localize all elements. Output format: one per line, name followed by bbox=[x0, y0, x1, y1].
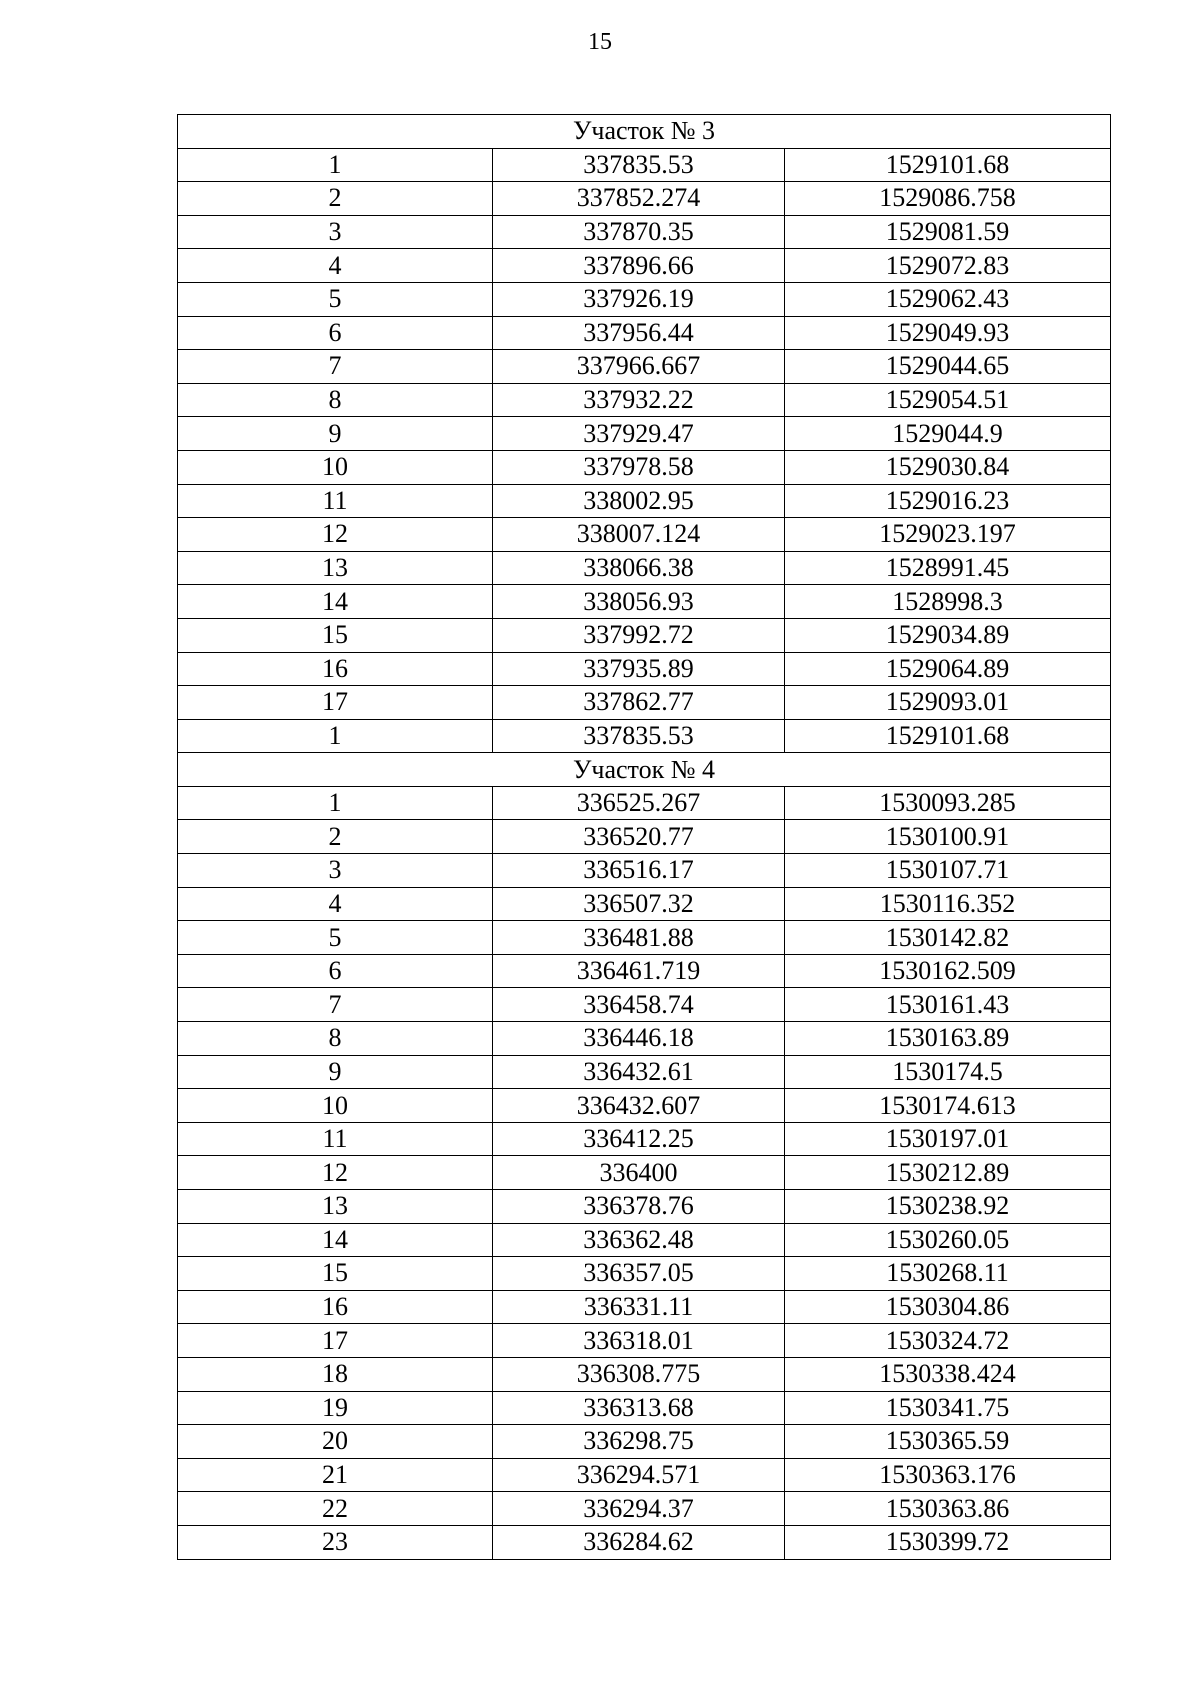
x-coordinate-cell: 337852.274 bbox=[493, 182, 785, 216]
table-row bbox=[178, 921, 1111, 955]
point-number-cell: 3 bbox=[178, 854, 493, 888]
y-coordinate-cell: 1529049.93 bbox=[785, 316, 1111, 350]
table-row bbox=[178, 719, 1111, 753]
x-coordinate-cell: 337929.47 bbox=[493, 417, 785, 451]
y-coordinate-cell: 1530161.43 bbox=[785, 988, 1111, 1022]
y-coordinate-cell: 1528991.45 bbox=[785, 551, 1111, 585]
table-row bbox=[178, 1190, 1111, 1224]
point-number-cell: 18 bbox=[178, 1357, 493, 1391]
y-coordinate-cell: 1530163.89 bbox=[785, 1022, 1111, 1056]
table-row bbox=[178, 450, 1111, 484]
table-row bbox=[178, 1425, 1111, 1459]
y-coordinate-cell: 1530399.72 bbox=[785, 1525, 1111, 1559]
x-coordinate-cell: 338066.38 bbox=[493, 551, 785, 585]
x-coordinate-cell: 337896.66 bbox=[493, 249, 785, 283]
table-row bbox=[178, 1458, 1111, 1492]
y-coordinate-cell: 1529044.65 bbox=[785, 350, 1111, 384]
table-row bbox=[178, 1324, 1111, 1358]
y-coordinate-cell: 1529086.758 bbox=[785, 182, 1111, 216]
x-coordinate-cell: 337992.72 bbox=[493, 618, 785, 652]
table-row bbox=[178, 518, 1111, 552]
y-coordinate-cell: 1530174.5 bbox=[785, 1055, 1111, 1089]
point-number-cell: 16 bbox=[178, 652, 493, 686]
table-row bbox=[178, 417, 1111, 451]
x-coordinate-cell: 336308.775 bbox=[493, 1357, 785, 1391]
table-row bbox=[178, 1391, 1111, 1425]
point-number-cell: 4 bbox=[178, 887, 493, 921]
table-row bbox=[178, 988, 1111, 1022]
y-coordinate-cell: 1530212.89 bbox=[785, 1156, 1111, 1190]
page-number: 15 bbox=[588, 29, 612, 55]
point-number-cell: 8 bbox=[178, 383, 493, 417]
table-row bbox=[178, 954, 1111, 988]
table-row bbox=[178, 350, 1111, 384]
point-number-cell: 8 bbox=[178, 1022, 493, 1056]
point-number-cell: 15 bbox=[178, 1257, 493, 1291]
point-number-cell: 21 bbox=[178, 1458, 493, 1492]
y-coordinate-cell: 1530268.11 bbox=[785, 1257, 1111, 1291]
y-coordinate-cell: 1530363.176 bbox=[785, 1458, 1111, 1492]
y-coordinate-cell: 1529034.89 bbox=[785, 618, 1111, 652]
point-number-cell: 1 bbox=[178, 719, 493, 753]
x-coordinate-cell: 336294.571 bbox=[493, 1458, 785, 1492]
table-row bbox=[178, 618, 1111, 652]
y-coordinate-cell: 1529072.83 bbox=[785, 249, 1111, 283]
table-row bbox=[178, 686, 1111, 720]
y-coordinate-cell: 1530304.86 bbox=[785, 1290, 1111, 1324]
table-row bbox=[178, 1525, 1111, 1559]
point-number-cell: 13 bbox=[178, 1190, 493, 1224]
table-row bbox=[178, 1122, 1111, 1156]
table-row bbox=[178, 585, 1111, 619]
y-coordinate-cell: 1530116.352 bbox=[785, 887, 1111, 921]
x-coordinate-cell: 336520.77 bbox=[493, 820, 785, 854]
table-row bbox=[178, 1089, 1111, 1123]
table-row bbox=[178, 316, 1111, 350]
x-coordinate-cell: 337935.89 bbox=[493, 652, 785, 686]
x-coordinate-cell: 338056.93 bbox=[493, 585, 785, 619]
table-row bbox=[178, 249, 1111, 283]
x-coordinate-cell: 336313.68 bbox=[493, 1391, 785, 1425]
y-coordinate-cell: 1530260.05 bbox=[785, 1223, 1111, 1257]
table-row bbox=[178, 652, 1111, 686]
x-coordinate-cell: 338002.95 bbox=[493, 484, 785, 518]
table-row bbox=[178, 786, 1111, 820]
table-row bbox=[178, 1492, 1111, 1526]
point-number-cell: 5 bbox=[178, 921, 493, 955]
x-coordinate-cell: 336446.18 bbox=[493, 1022, 785, 1056]
x-coordinate-cell: 336412.25 bbox=[493, 1122, 785, 1156]
point-number-cell: 9 bbox=[178, 1055, 493, 1089]
point-number-cell: 1 bbox=[178, 786, 493, 820]
x-coordinate-cell: 336516.17 bbox=[493, 854, 785, 888]
y-coordinate-cell: 1529064.89 bbox=[785, 652, 1111, 686]
coordinates-table bbox=[177, 114, 1111, 1560]
x-coordinate-cell: 336481.88 bbox=[493, 921, 785, 955]
point-number-cell: 19 bbox=[178, 1391, 493, 1425]
table-row bbox=[178, 1257, 1111, 1291]
table-row bbox=[178, 182, 1111, 216]
point-number-cell: 7 bbox=[178, 350, 493, 384]
x-coordinate-cell: 337926.19 bbox=[493, 282, 785, 316]
y-coordinate-cell: 1529054.51 bbox=[785, 383, 1111, 417]
x-coordinate-cell: 336331.11 bbox=[493, 1290, 785, 1324]
point-number-cell: 11 bbox=[178, 484, 493, 518]
point-number-cell: 12 bbox=[178, 518, 493, 552]
y-coordinate-cell: 1530338.424 bbox=[785, 1357, 1111, 1391]
x-coordinate-cell: 336284.62 bbox=[493, 1525, 785, 1559]
table-row bbox=[178, 282, 1111, 316]
point-number-cell: 17 bbox=[178, 686, 493, 720]
point-number-cell: 22 bbox=[178, 1492, 493, 1526]
x-coordinate-cell: 337978.58 bbox=[493, 450, 785, 484]
x-coordinate-cell: 336294.37 bbox=[493, 1492, 785, 1526]
point-number-cell: 14 bbox=[178, 1223, 493, 1257]
point-number-cell: 23 bbox=[178, 1525, 493, 1559]
x-coordinate-cell: 337835.53 bbox=[493, 719, 785, 753]
y-coordinate-cell: 1530197.01 bbox=[785, 1122, 1111, 1156]
point-number-cell: 16 bbox=[178, 1290, 493, 1324]
x-coordinate-cell: 336362.48 bbox=[493, 1223, 785, 1257]
table-row bbox=[178, 383, 1111, 417]
x-coordinate-cell: 336378.76 bbox=[493, 1190, 785, 1224]
y-coordinate-cell: 1530107.71 bbox=[785, 854, 1111, 888]
table-row bbox=[178, 1290, 1111, 1324]
table-row bbox=[178, 1022, 1111, 1056]
coordinates-table-body bbox=[178, 115, 1111, 1560]
x-coordinate-cell: 336461.719 bbox=[493, 954, 785, 988]
table-row bbox=[178, 148, 1111, 182]
point-number-cell: 17 bbox=[178, 1324, 493, 1358]
y-coordinate-cell: 1530324.72 bbox=[785, 1324, 1111, 1358]
point-number-cell: 12 bbox=[178, 1156, 493, 1190]
point-number-cell: 4 bbox=[178, 249, 493, 283]
x-coordinate-cell: 336525.267 bbox=[493, 786, 785, 820]
y-coordinate-cell: 1530238.92 bbox=[785, 1190, 1111, 1224]
x-coordinate-cell: 338007.124 bbox=[493, 518, 785, 552]
y-coordinate-cell: 1530365.59 bbox=[785, 1425, 1111, 1459]
point-number-cell: 5 bbox=[178, 282, 493, 316]
point-number-cell: 14 bbox=[178, 585, 493, 619]
y-coordinate-cell: 1529081.59 bbox=[785, 215, 1111, 249]
y-coordinate-cell: 1530363.86 bbox=[785, 1492, 1111, 1526]
y-coordinate-cell: 1529101.68 bbox=[785, 148, 1111, 182]
x-coordinate-cell: 336432.61 bbox=[493, 1055, 785, 1089]
x-coordinate-cell: 336298.75 bbox=[493, 1425, 785, 1459]
table-row bbox=[178, 1357, 1111, 1391]
table-row bbox=[178, 820, 1111, 854]
table-row bbox=[178, 215, 1111, 249]
point-number-cell: 20 bbox=[178, 1425, 493, 1459]
y-coordinate-cell: 1528998.3 bbox=[785, 585, 1111, 619]
y-coordinate-cell: 1529016.23 bbox=[785, 484, 1111, 518]
section-header-row bbox=[178, 115, 1111, 149]
point-number-cell: 10 bbox=[178, 450, 493, 484]
x-coordinate-cell: 337966.667 bbox=[493, 350, 785, 384]
point-number-cell: 7 bbox=[178, 988, 493, 1022]
x-coordinate-cell: 337870.35 bbox=[493, 215, 785, 249]
section-title: Участок № 3 bbox=[178, 115, 1111, 149]
table-row bbox=[178, 887, 1111, 921]
x-coordinate-cell: 337932.22 bbox=[493, 383, 785, 417]
x-coordinate-cell: 336458.74 bbox=[493, 988, 785, 1022]
y-coordinate-cell: 1530093.285 bbox=[785, 786, 1111, 820]
x-coordinate-cell: 337835.53 bbox=[493, 148, 785, 182]
y-coordinate-cell: 1529044.9 bbox=[785, 417, 1111, 451]
section-header-row bbox=[178, 753, 1111, 787]
y-coordinate-cell: 1530100.91 bbox=[785, 820, 1111, 854]
y-coordinate-cell: 1529093.01 bbox=[785, 686, 1111, 720]
point-number-cell: 3 bbox=[178, 215, 493, 249]
x-coordinate-cell: 337956.44 bbox=[493, 316, 785, 350]
point-number-cell: 9 bbox=[178, 417, 493, 451]
x-coordinate-cell: 336400 bbox=[493, 1156, 785, 1190]
point-number-cell: 10 bbox=[178, 1089, 493, 1123]
table-row bbox=[178, 1055, 1111, 1089]
table-row bbox=[178, 1156, 1111, 1190]
y-coordinate-cell: 1529023.197 bbox=[785, 518, 1111, 552]
point-number-cell: 11 bbox=[178, 1122, 493, 1156]
point-number-cell: 6 bbox=[178, 316, 493, 350]
y-coordinate-cell: 1530142.82 bbox=[785, 921, 1111, 955]
y-coordinate-cell: 1530341.75 bbox=[785, 1391, 1111, 1425]
point-number-cell: 1 bbox=[178, 148, 493, 182]
x-coordinate-cell: 336357.05 bbox=[493, 1257, 785, 1291]
table-row bbox=[178, 1223, 1111, 1257]
point-number-cell: 15 bbox=[178, 618, 493, 652]
y-coordinate-cell: 1529030.84 bbox=[785, 450, 1111, 484]
point-number-cell: 13 bbox=[178, 551, 493, 585]
table-row bbox=[178, 854, 1111, 888]
y-coordinate-cell: 1530174.613 bbox=[785, 1089, 1111, 1123]
x-coordinate-cell: 336432.607 bbox=[493, 1089, 785, 1123]
y-coordinate-cell: 1529101.68 bbox=[785, 719, 1111, 753]
table-row bbox=[178, 484, 1111, 518]
table-row bbox=[178, 551, 1111, 585]
section-title: Участок № 4 bbox=[178, 753, 1111, 787]
y-coordinate-cell: 1530162.509 bbox=[785, 954, 1111, 988]
y-coordinate-cell: 1529062.43 bbox=[785, 282, 1111, 316]
x-coordinate-cell: 336318.01 bbox=[493, 1324, 785, 1358]
x-coordinate-cell: 336507.32 bbox=[493, 887, 785, 921]
point-number-cell: 2 bbox=[178, 820, 493, 854]
x-coordinate-cell: 337862.77 bbox=[493, 686, 785, 720]
point-number-cell: 6 bbox=[178, 954, 493, 988]
point-number-cell: 2 bbox=[178, 182, 493, 216]
